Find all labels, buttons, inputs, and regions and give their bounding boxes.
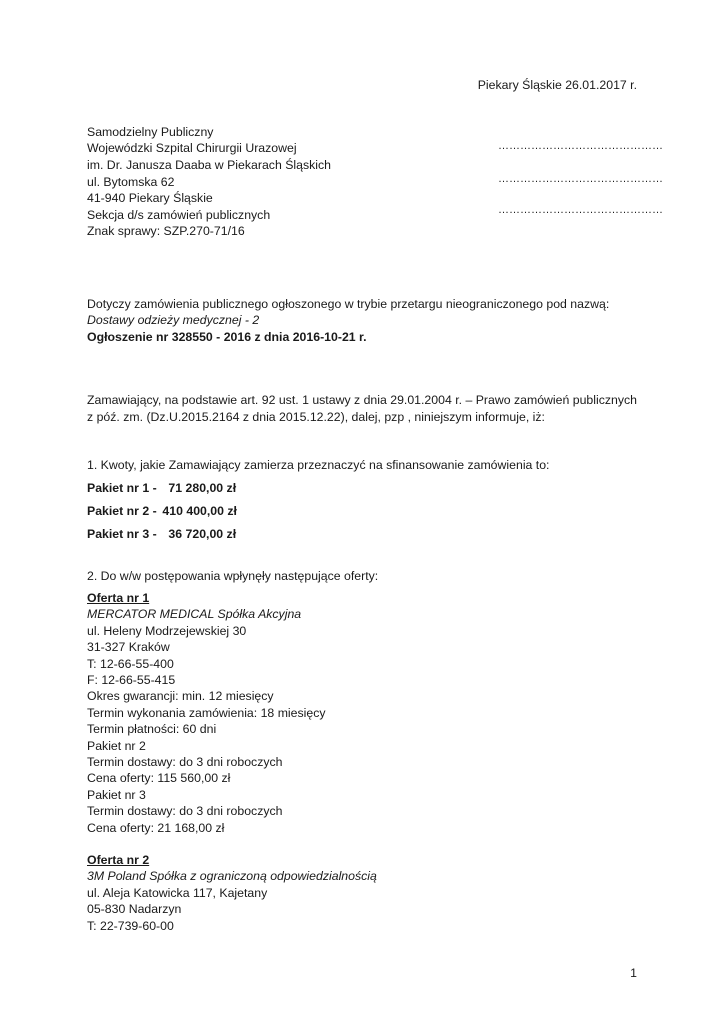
pakiet-label: Pakiet nr 1 - [87,481,157,495]
recipient-dots: ……………………………………… [498,173,663,185]
offer-detail: 31-327 Kraków [87,640,170,654]
offer-detail: ul. Aleja Katowicka 117, Kajetany [87,886,268,900]
recipient-dots: ……………………………………… [498,204,663,216]
point-2: 2. Do w/w postępowania wpłynęły następujące oferty: [87,569,379,583]
pakiet-label: Pakiet nr 3 - [87,527,157,541]
pakiet-amount: 410 400,00 zł [162,504,237,518]
offer-detail: Cena oferty: 115 560,00 zł [87,771,231,785]
pakiet-amount-row [87,480,236,496]
recipient-dots: ……………………………………… [498,140,663,152]
sender-line: Sekcja d/s zamówień publicznych [87,208,271,222]
pakiet-label: Pakiet nr 2 - [87,504,157,518]
subject-intro: Dotyczy zamówienia publicznego ogłoszonego w trybie przetargu nieograniczonego pod nazwą: [87,297,610,311]
offer-detail: F: 12-66-55-415 [87,673,176,687]
offer-heading: Oferta nr 2 [87,853,150,867]
sender-line: Wojewódzki Szpital Chirurgii Urazowej [87,141,297,155]
offer-detail: Pakiet nr 3 [87,788,146,802]
place-date: Piekary Śląskie 26.01.2017 r. [477,78,637,92]
offer-company: 3M Poland Spółka z ograniczoną odpowiedzialnością [87,869,377,883]
sender-line: ul. Bytomska 62 [87,175,175,189]
offer-detail: Pakiet nr 2 [87,739,146,753]
pakiet-amount: 71 280,00 zł [168,481,237,495]
offer-detail: Okres gwarancji: min. 12 miesięcy [87,689,274,703]
sender-line: Samodzielny Publiczny [87,125,214,139]
offer-heading: Oferta nr 1 [87,591,150,605]
pakiet-amount-row [87,503,237,519]
offer-company: MERCATOR MEDICAL Spółka Akcyjna [87,607,302,621]
subject-title: Dostawy odzieży medycznej - 2 [87,313,260,327]
page-number: 1 [630,966,637,980]
offer-detail: Termin dostawy: do 3 dni roboczych [87,755,283,769]
notice-number: Ogłoszenie nr 328550 - 2016 z dnia 2016-10-21 r. [87,330,367,344]
offer-detail: T: 22-739-60-00 [87,919,174,933]
sender-line: im. Dr. Janusza Daaba w Piekarach Śląskich [87,158,331,172]
offer-detail: Cena oferty: 21 168,00 zł [87,821,225,835]
offer-detail: 05-830 Nadarzyn [87,902,182,916]
point-1: 1. Kwoty, jakie Zamawiający zamierza przeznaczyć na sfinansowanie zamówienia to: [87,458,550,472]
offer-detail: Termin dostawy: do 3 dni roboczych [87,804,283,818]
pakiet-amount-row [87,526,236,542]
offer-detail: Termin płatności: 60 dni [87,722,217,736]
case-number: Znak sprawy: SZP.270-71/16 [87,224,245,238]
body-paragraph-line: z póź. zm. (Dz.U.2015.2164 z dnia 2015.12.22), dalej, pzp , niniejszym informuje, iż: [87,410,545,424]
sender-line: 41-940 Piekary Śląskie [87,191,213,205]
body-paragraph-line: Zamawiający, na podstawie art. 92 ust. 1 ustawy z dnia 29.01.2004 r. – Prawo zamówień publicznych [87,393,638,407]
pakiet-amount: 36 720,00 zł [168,527,237,541]
offer-detail: ul. Heleny Modrzejewskiej 30 [87,624,247,638]
offer-detail: T: 12-66-55-400 [87,657,174,671]
offer-detail: Termin wykonania zamówienia: 18 miesięcy [87,706,326,720]
